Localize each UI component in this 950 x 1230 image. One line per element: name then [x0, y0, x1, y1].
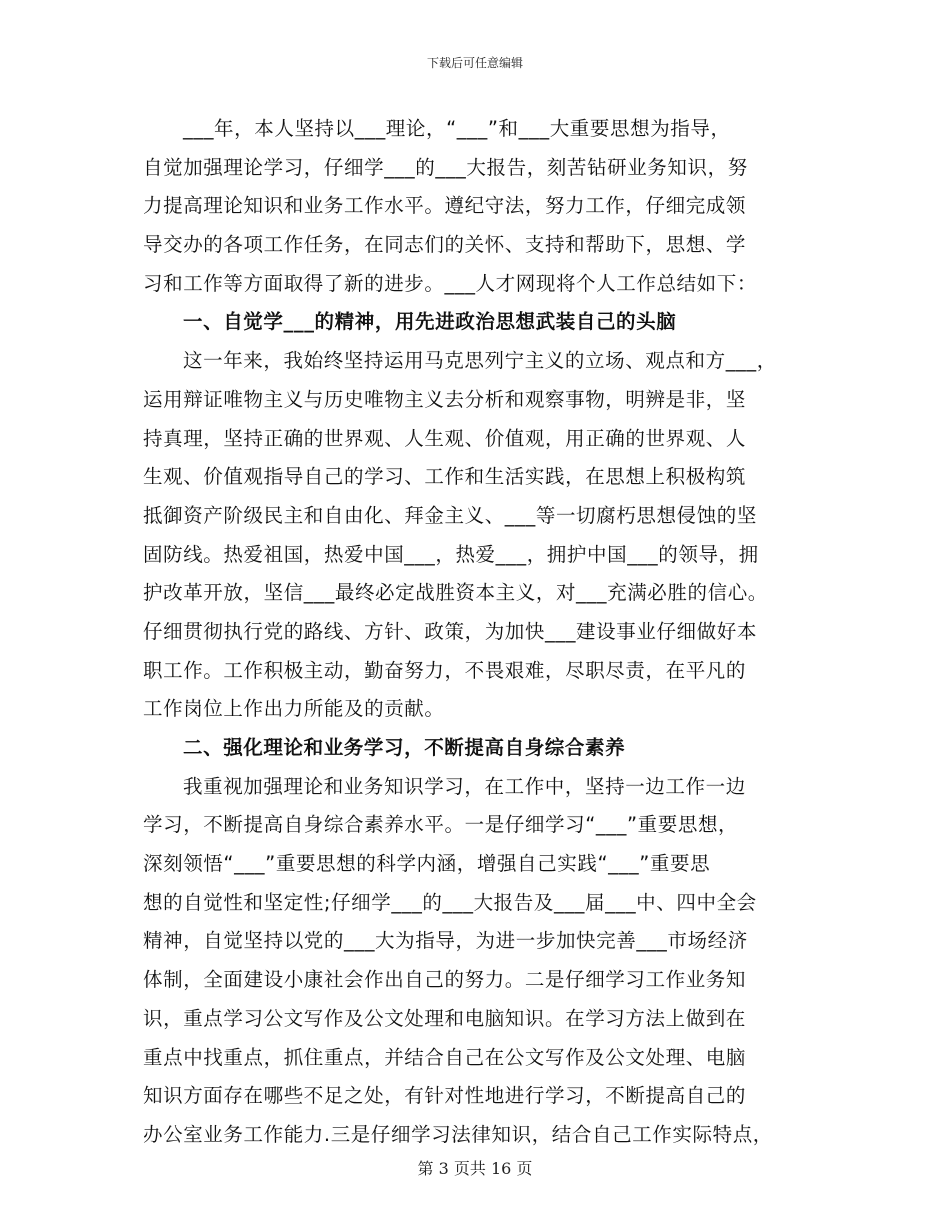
paragraph-3-line-6: 体制，全面建设小康社会作出自己的努力。二是仔细学习工作业务知: [143, 968, 747, 992]
paragraph-2-line-7: 护改革开放，坚信___最终必定战胜资本主义，对___充满必胜的信心。: [143, 581, 768, 605]
paragraph-3-line-5: 精神，自觉坚持以党的___大为指导，为进一步加快完善___市场经济: [143, 929, 748, 953]
paragraph-1-line-5: 习和工作等方面取得了新的进步。___人才网现将个人工作总结如下：: [143, 271, 757, 295]
page-header: 下载后可任意编辑: [426, 56, 523, 70]
paragraph-3-line-9: 知识方面存在哪些不足之处，有针对性地进行学习，不断提高自己的: [143, 1084, 747, 1108]
paragraph-3-line-4: 想的自觉性和坚定性;仔细学___的___大报告及___届___中、四中全会: [143, 890, 757, 914]
page-number-footer: 第 3 页共 16 页: [417, 1159, 533, 1178]
paragraph-2-line-3: 持真理，坚持正确的世界观、人生观、价值观，用正确的世界观、人: [143, 426, 747, 450]
paragraph-3-line-3: 深刻领悟“___”重要思想的科学内涵，增强自己实践“___”重要思: [143, 852, 711, 876]
paragraph-1-line-1: ___年，本人坚持以___理论，“___”和___大重要思想为指导，: [183, 117, 731, 140]
paragraph-1-line-3: 力提高理论知识和业务工作水平。遵纪守法，努力工作，仔细完成领: [143, 194, 747, 218]
paragraph-2-line-9: 职工作。工作积极主动，勤奋努力，不畏艰难，尽职尽责，在平凡的: [143, 658, 747, 682]
paragraph-3-line-10: 办公室业务工作能力.三是仔细学习法律知识，结合自己工作实际特点，: [143, 1122, 773, 1146]
document-body: [143, 110, 823, 1155]
paragraph-2-line-1: 这一年来，我始终坚持运用马克思列宁主义的立场、观点和方___，: [183, 349, 777, 373]
section-heading-1: 一、自觉学___的精神，用先进政治思想武装自己的头脑: [183, 310, 677, 334]
section-heading-2: 二、强化理论和业务学习，不断提高自身综合素养: [183, 736, 626, 759]
paragraph-2-line-5: 抵御资产阶级民主和自由化、拜金主义、___等一切腐朽思想侵蚀的坚: [143, 503, 757, 527]
paragraph-2-line-2: 运用辩证唯物主义与历史唯物主义去分析和观察事物，明辨是非，坚: [143, 387, 747, 411]
paragraph-3-line-8: 重点中找重点，抓住重点，并结合自己在公文写作及公文处理、电脑: [143, 1045, 747, 1069]
paragraph-3-line-7: 识，重点学习公文写作及公文处理和电脑知识。在学习方法上做到在: [143, 1006, 747, 1030]
paragraph-1-line-2: 自觉加强理论学习，仔细学___的___大报告，刻苦钻研业务知识，努: [143, 155, 748, 179]
paragraph-3-line-2: 学习，不断提高自身综合素养水平。一是仔细学习“___”重要思想，: [143, 813, 739, 837]
paragraph-1-line-4: 导交办的各项工作任务，在同志们的关怀、支持和帮助下，思想、学: [143, 233, 747, 257]
paragraph-2-line-10: 工作岗位上作出力所能及的贡献。: [143, 697, 445, 721]
paragraph-2-line-6: 固防线。热爱祖国，热爱中国___，热爱___，拥护中国___的领导，拥: [143, 542, 759, 566]
paragraph-3-line-1: 我重视加强理论和业务知识学习，在工作中，坚持一边工作一边: [183, 774, 746, 798]
paragraph-2-line-8: 仔细贯彻执行党的路线、方针、政策，为加快___建设事业仔细做好本: [143, 619, 757, 643]
paragraph-2-line-4: 生观、价值观指导自己的学习、工作和生活实践，在思想上积极构筑: [143, 465, 747, 489]
